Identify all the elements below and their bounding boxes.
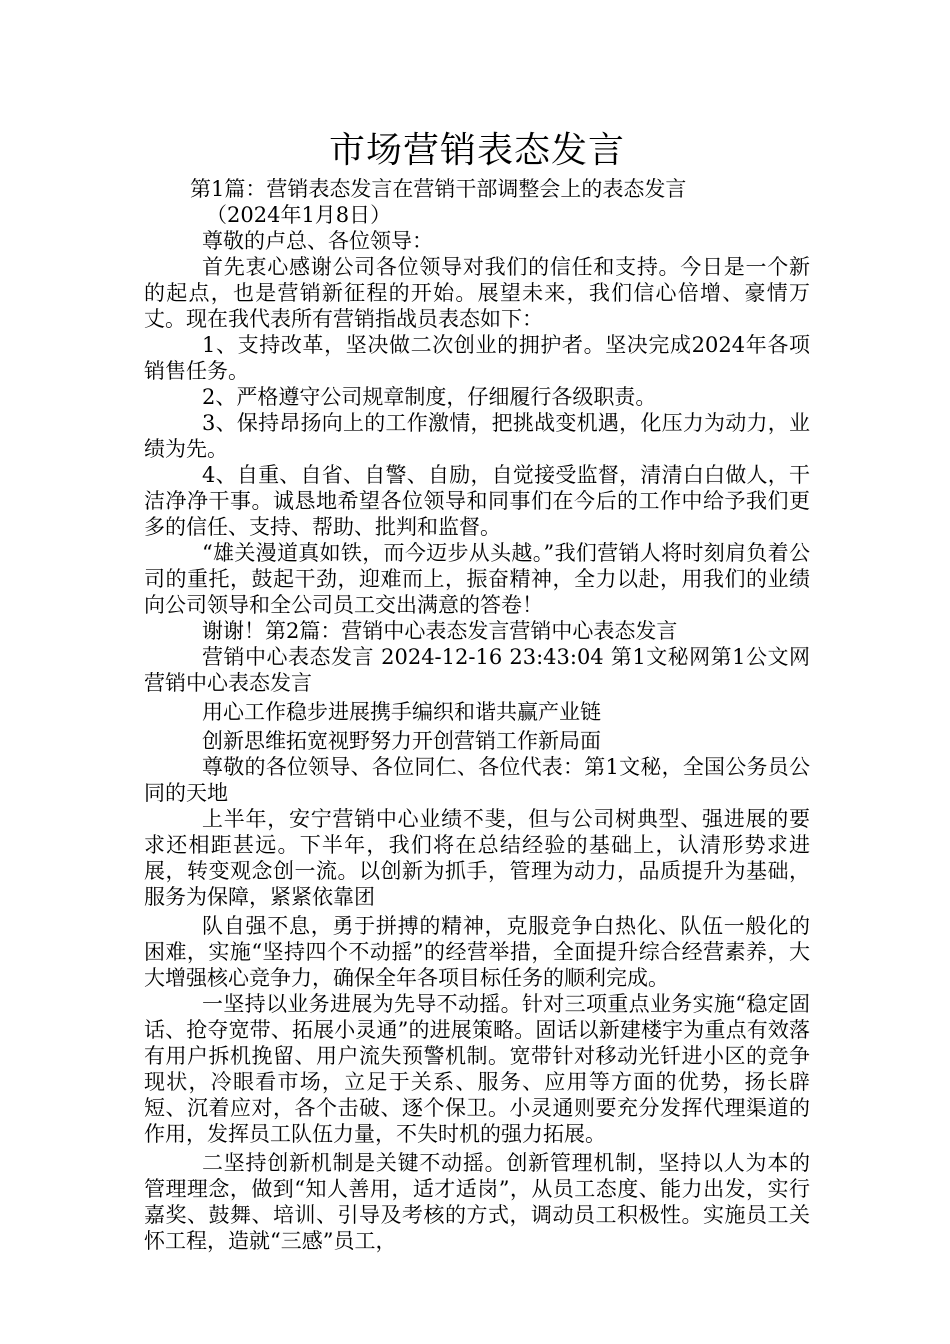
paragraph: 1、支持改革，坚决做二次创业的拥护者。坚决完成2024年各项销售任务。 [144,333,810,383]
paragraph-heading: 创新思维拓宽视野努力开创营销工作新局面 [202,729,601,753]
paragraph-date: （2024年1月8日） [206,203,392,227]
paragraph: 3、保持昂扬向上的工作激情，把挑战变机遇，化压力为动力，业绩为先。 [144,411,810,461]
paragraph-heading: 用心工作稳步进展携手编织和谐共赢产业链 [202,700,601,724]
paragraph: 尊敬的各位领导、各位同仁、各位代表：第1文秘，全国公务员公同的天地 [144,755,810,805]
paragraph: 一坚持以业务进展为先导不动摇。针对三项重点业务实施“稳定固话、抢夺宽带、拓展小灵通”的进展策略。固话以新建楼宇为重点有效落有用户拆机挽留、用户流失预警机制。宽带针对移动光钎进小区的竞争现状，冷眼看市场，立足于关系、服务、应用等方面的优势，扬长辟短、沉着应对，各个击破、逐个保卫。小灵通则要充分发挥代理渠道的作用，发挥员工队伍力量，不失时机的强力拓展。 [144,992,810,1146]
document-subtitle: 第1篇：营销表态发言在营销干部调整会上的表态发言 [190,177,687,201]
document-title: 市场营销表态发言 [328,130,625,171]
paragraph: “雄关漫道真如铁，而今迈步从头越。”我们营销人将时刻肩负着公司的重托，鼓起干劲，迎难而上，振奋精神，全力以赴，用我们的业绩向公司领导和全公司员工交出满意的答卷！ [144,541,810,617]
paragraph: 二坚持创新机制是关键不动摇。创新管理机制，坚持以人为本的管理理念，做到“知人善用，适才适岗”，从员工态度、能力出发，实行嘉奖、鼓舞、培训、引导及考核的方式，调动员工积极性。实施员工关怀工程，造就“三感”员工， [144,1151,810,1253]
paragraph: 营销中心表态发言 2024-12-16 23:43:04 第1文秘网第1公文网营销中心表态发言 [144,645,810,695]
paragraph: 队自强不息，勇于拼搏的精神，克服竞争白热化、队伍一般化的困难，实施“坚持四个不动摇”的经营举措，全面提升综合经营素养，大大增强核心竞争力，确保全年各项目标任务的顺利完成。 [144,914,810,990]
paragraph: 4、自重、自省、自警、自励，自觉接受监督，清清白白做人，干洁净净干事。诚恳地希望各位领导和同事们在今后的工作中给予我们更多的信任、支持、帮助、批判和监督。 [144,463,810,539]
paragraph: 上半年，安宁营销中心业绩不斐，但与公司树典型、强进展的要求还相距甚远。下半年，我们将在总结经验的基础上，认清形势求进展，转变观念创一流。以创新为抓手，管理为动力，品质提升为基础，服务为保障，紧紧依靠团 [144,807,810,909]
paragraph-salutation: 尊敬的卢总、各位领导： [202,229,433,253]
document-page [144,128,810,1254]
paragraph: 首先衷心感谢公司各位领导对我们的信任和支持。今日是一个新的起点，也是营销新征程的开始。展望未来，我们信心倍增、豪情万丈。现在我代表所有营销指战员表态如下： [144,255,810,331]
paragraph: 2、严格遵守公司规章制度，仔细履行各级职责。 [202,385,657,409]
paragraph: 谢谢！第2篇：营销中心表态发言营销中心表态发言 [202,619,678,643]
